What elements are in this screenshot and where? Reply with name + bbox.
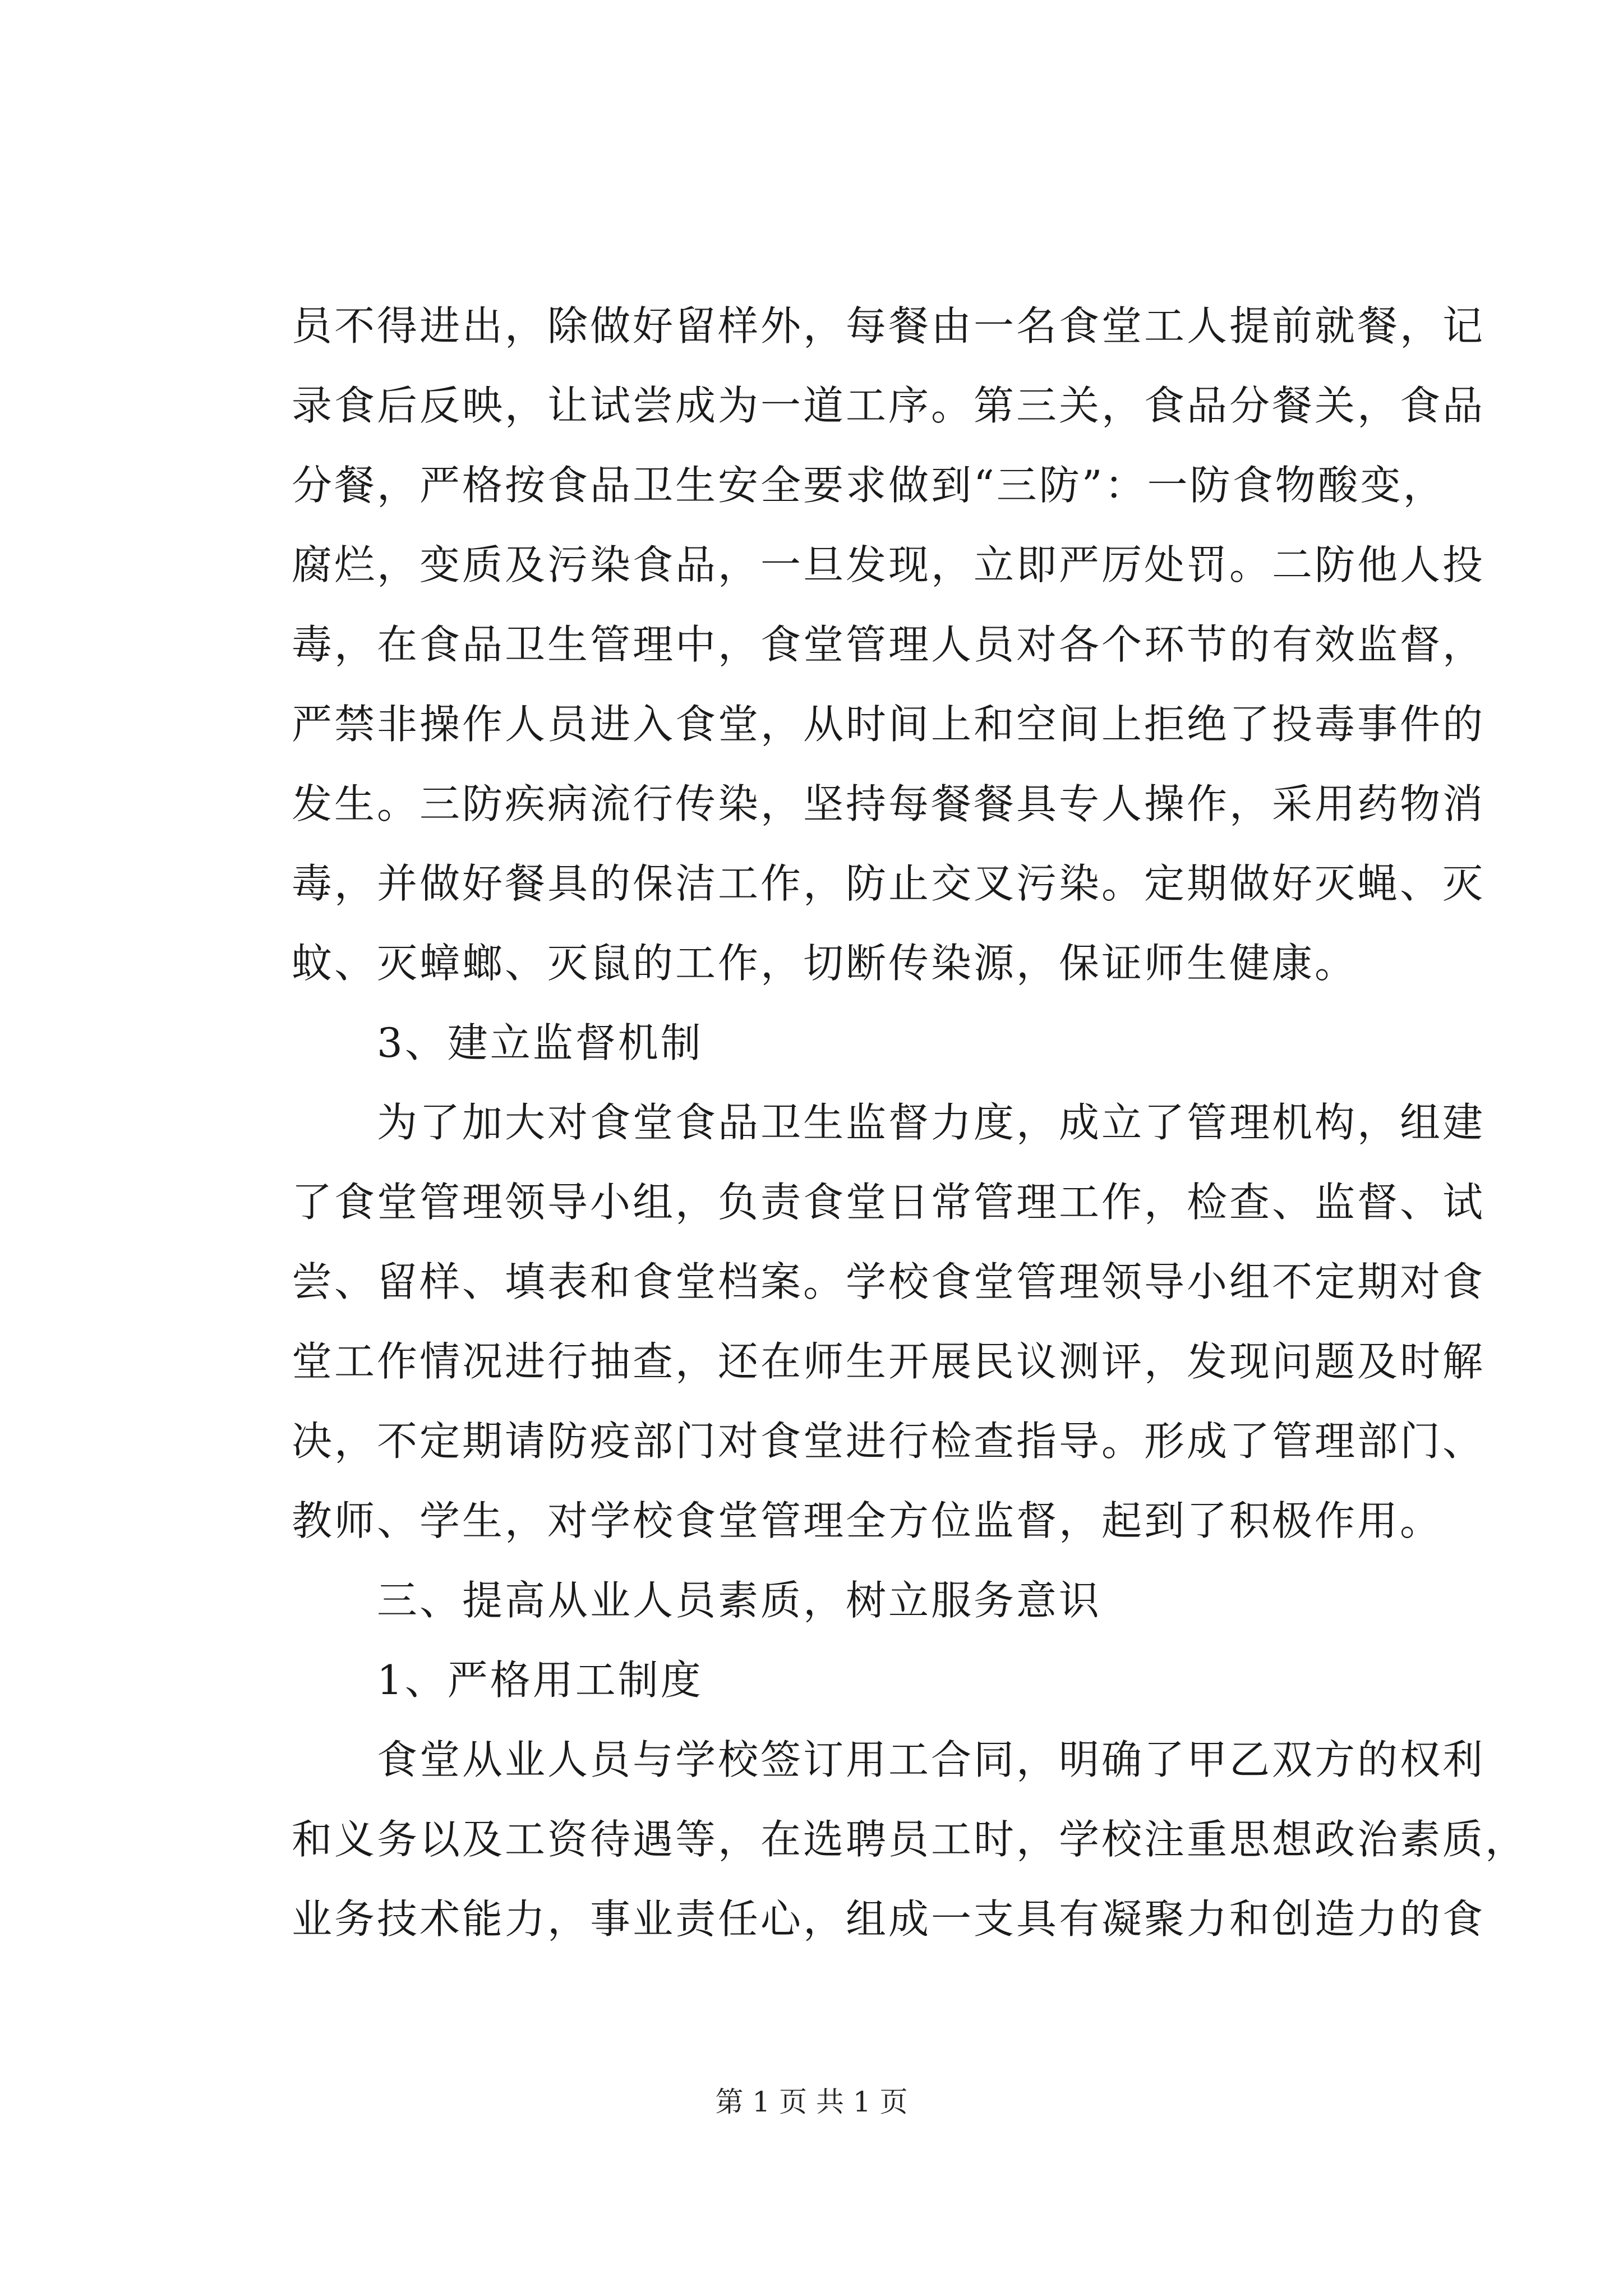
document-body (292, 286, 1528, 1959)
body-line: 分餐，严格按食品卫生安全要求做到“三防”：一防食物酸变， (292, 462, 1446, 509)
body-line: 决，不定期请防疫部门对食堂进行检查指导。形成了管理部门、 (292, 1418, 1486, 1465)
body-line: 毒，在食品卫生管理中，食堂管理人员对各个环节的有效监督， (292, 621, 1486, 668)
body-line: 尝、留样、填表和食堂档案。学校食堂管理领导小组不定期对食 (292, 1258, 1486, 1305)
section-heading: 三、提高从业人员素质，树立服务意识 (292, 1577, 1102, 1624)
body-line: 业务技术能力，事业责任心，组成一支具有凝聚力和创造力的食 (292, 1895, 1486, 1943)
body-line: 腐烂，变质及污染食品，一旦发现，立即严厉处罚。二防他人投 (292, 541, 1486, 588)
page-number-footer: 第 1 页 共 1 页 (715, 2086, 908, 2118)
body-line: 了食堂管理领导小组，负责食堂日常管理工作，检查、监督、试 (292, 1179, 1486, 1226)
body-line: 堂工作情况进行抽查，还在师生开展民议测评，发现问题及时解 (292, 1338, 1486, 1385)
body-line: 员不得进出，除做好留样外，每餐由一名食堂工人提前就餐，记 (292, 302, 1486, 349)
body-line: 为了加大对食堂食品卫生监督力度，成立了管理机构，组建 (292, 1099, 1486, 1146)
body-line: 蚊、灭蟑螂、灭鼠的工作，切断传染源，保证师生健康。 (292, 940, 1358, 987)
body-line: 发生。三防疾病流行传染，坚持每餐餐具专人操作，采用药物消 (292, 780, 1486, 827)
body-line: 教师、学生，对学校食堂管理全方位监督，起到了积极作用。 (292, 1497, 1443, 1544)
subsection-heading: 1、严格用工制度 (292, 1657, 703, 1704)
body-line: 食堂从业人员与学校签订用工合同，明确了甲乙双方的权利 (292, 1736, 1486, 1783)
section-heading: 3、建立监督机制 (292, 1019, 703, 1066)
body-line: 和义务以及工资待遇等，在选聘员工时，学校注重思想政治素质， (292, 1816, 1528, 1863)
body-line: 严禁非操作人员进入食堂，从时间上和空间上拒绝了投毒事件的 (292, 701, 1486, 748)
body-line: 毒，并做好餐具的保洁工作，防止交叉污染。定期做好灭蝇、灭 (292, 860, 1486, 907)
body-line: 录食后反映，让试尝成为一道工序。第三关，食品分餐关，食品 (292, 382, 1486, 429)
